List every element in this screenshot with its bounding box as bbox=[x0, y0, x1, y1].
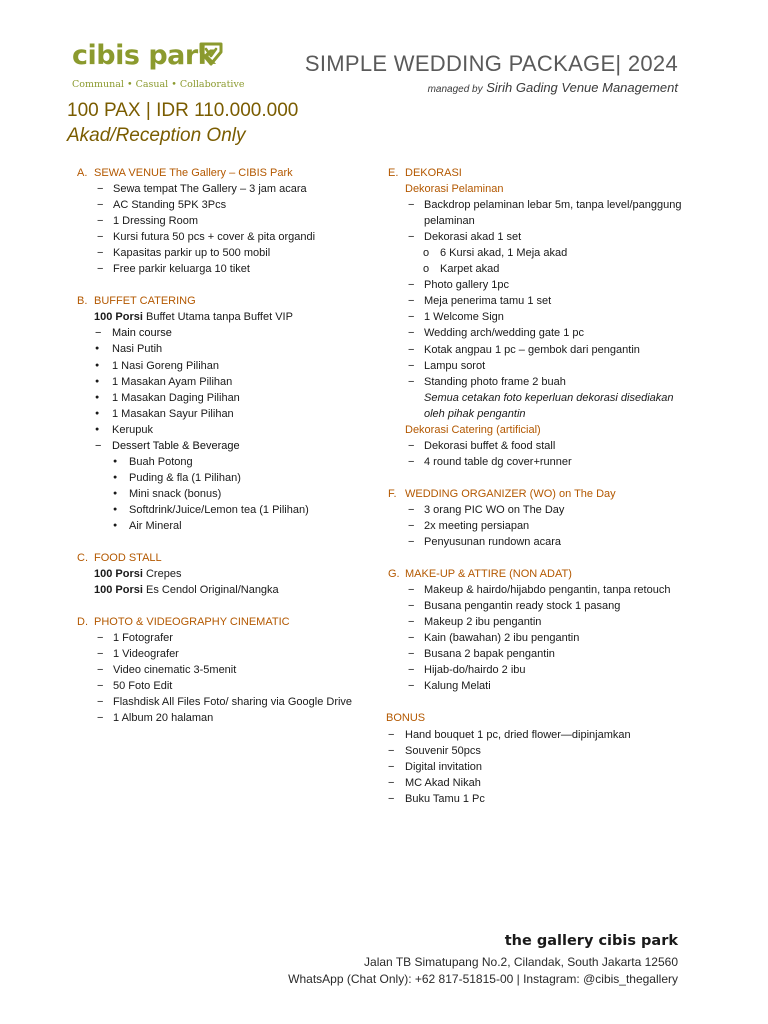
section-letter: G. bbox=[388, 568, 400, 581]
managed-prefix: managed by bbox=[427, 84, 483, 95]
list-item: − Lampu sorot bbox=[388, 358, 698, 374]
subsection-heading: Dekorasi Catering (artificial) bbox=[405, 423, 541, 436]
list-item: ● 1 Nasi Goreng Pilihan bbox=[77, 358, 367, 374]
section-title: DEKORASI bbox=[405, 167, 462, 179]
section-letter: F. bbox=[388, 487, 397, 500]
list-item: ● Buah Potong bbox=[77, 454, 367, 470]
list-item: − 4 round table dg cover+runner bbox=[388, 454, 698, 470]
package-type: Akad/Reception Only bbox=[67, 125, 246, 146]
dessert-heading: − Dessert Table & Beverage bbox=[77, 438, 367, 454]
porsi-line bbox=[77, 582, 367, 598]
subsection-heading: Dekorasi Pelaminan bbox=[405, 183, 504, 196]
list-item: − 2x meeting persiapan bbox=[388, 518, 698, 534]
list-item: ● Mini snack (bonus) bbox=[77, 486, 367, 502]
list-item: − 1 Fotografer bbox=[77, 630, 367, 646]
list-item: − 1 Album 20 halaman bbox=[77, 710, 367, 726]
list-item: ● Kerupuk bbox=[77, 422, 367, 438]
main-course-heading: − Main course bbox=[77, 325, 367, 341]
list-item: − Sewa tempat The Gallery – 3 jam acara bbox=[77, 181, 367, 197]
porsi-count: 100 Porsi bbox=[94, 584, 143, 597]
porsi-desc: Es Cendol Original/Nangka bbox=[145, 584, 279, 597]
list-item: ● 1 Masakan Daging Pilihan bbox=[77, 390, 367, 406]
footer-address: Jalan TB Simatupang No.2, Cilandak, South Jakarta 12560 bbox=[364, 955, 678, 969]
list-item: − Penyusunan rundown acara bbox=[388, 534, 698, 550]
decor-note: Semua cetakan foto keperluan dekorasi disediakan oleh pihak pengantin bbox=[424, 391, 674, 420]
list-item: − Free parkir keluarga 10 tiket bbox=[77, 261, 367, 277]
list-item: ● 1 Masakan Sayur Pilihan bbox=[77, 406, 367, 422]
list-item: o 6 Kursi akad, 1 Meja akad bbox=[388, 245, 698, 261]
list-item: − Dekorasi buffet & food stall bbox=[388, 438, 698, 454]
list-item: − Digital invitation bbox=[388, 759, 698, 775]
list-item: − 1 Welcome Sign bbox=[388, 309, 698, 325]
section-title: MAKE-UP & ATTIRE (NON ADAT) bbox=[405, 568, 572, 581]
section-f-heading bbox=[388, 486, 698, 502]
list-item: − MC Akad Nikah bbox=[388, 775, 698, 791]
list-item: − AC Standing 5PK 3Pcs bbox=[77, 197, 367, 213]
list-item: − Meja penerima tamu 1 set bbox=[388, 293, 698, 309]
section-d-heading bbox=[77, 614, 367, 630]
list-item: − Kalung Melati bbox=[388, 678, 698, 694]
section-c-heading bbox=[77, 550, 367, 566]
list-item: − Souvenir 50pcs bbox=[388, 743, 698, 759]
section-letter: D. bbox=[77, 616, 88, 629]
logo-tagline: Communal • Casual • Collaborative bbox=[72, 79, 245, 90]
shield-v-logo-icon bbox=[199, 41, 223, 67]
list-item: − Hijab-do/hairdo 2 ibu bbox=[388, 662, 698, 678]
porsi-desc: Buffet Utama tanpa Buffet VIP bbox=[145, 311, 293, 324]
logo-wordmark: cibis park bbox=[72, 40, 216, 71]
list-item: − Kursi futura 50 pcs + cover & pita organdi bbox=[77, 229, 367, 245]
section-title: FOOD STALL bbox=[94, 552, 162, 565]
list-item: ● 1 Masakan Ayam Pilihan bbox=[77, 374, 367, 390]
list-item: o Karpet akad bbox=[388, 261, 698, 277]
porsi-desc: Crepes bbox=[145, 568, 182, 581]
section-title: PHOTO & VIDEOGRAPHY CINEMATIC bbox=[94, 616, 290, 629]
porsi-line bbox=[77, 566, 367, 582]
list-item: − Flashdisk All Files Foto/ sharing via Google Drive bbox=[77, 694, 367, 710]
section-title: SEWA VENUE The Gallery – CIBIS Park bbox=[94, 167, 293, 179]
list-item: ● Nasi Putih bbox=[77, 341, 367, 357]
list-item: − Photo gallery 1pc bbox=[388, 277, 698, 293]
porsi-count: 100 Porsi bbox=[94, 568, 143, 581]
list-item: − Kain (bawahan) 2 ibu pengantin bbox=[388, 630, 698, 646]
section-title: WEDDING ORGANIZER (WO) on The Day bbox=[405, 487, 616, 500]
section-a-heading bbox=[77, 165, 367, 181]
list-item: ● Softdrink/Juice/Lemon tea (1 Pilihan) bbox=[77, 502, 367, 518]
right-column bbox=[388, 165, 698, 807]
package-price: 100 PAX | IDR 110.000.000 bbox=[67, 100, 299, 121]
section-g-heading bbox=[388, 566, 698, 582]
list-item: − Busana 2 bapak pengantin bbox=[388, 646, 698, 662]
porsi-line bbox=[77, 309, 367, 325]
bonus-heading: BONUS bbox=[386, 712, 426, 725]
section-b-heading bbox=[77, 293, 367, 309]
list-item: − Backdrop pelaminan lebar 5m, tanpa level/panggung pelaminan bbox=[388, 197, 698, 229]
list-item: − Kapasitas parkir up to 500 mobil bbox=[77, 245, 367, 261]
section-letter: C. bbox=[77, 552, 88, 565]
page-title: SIMPLE WEDDING PACKAGE| 2024 bbox=[304, 51, 678, 76]
list-item: − 3 orang PIC WO on The Day bbox=[388, 502, 698, 518]
list-item: − Hand bouquet 1 pc, dried flower—dipinjamkan bbox=[388, 727, 698, 743]
list-item: − 1 Dressing Room bbox=[77, 213, 367, 229]
list-item: − Makeup 2 ibu pengantin bbox=[388, 614, 698, 630]
list-item: − 50 Foto Edit bbox=[77, 678, 367, 694]
list-item: − Wedding arch/wedding gate 1 pc bbox=[388, 325, 698, 341]
section-letter: A. bbox=[77, 167, 88, 179]
list-item: − Dekorasi akad 1 set bbox=[388, 229, 698, 245]
list-item: − Makeup & hairdo/hijabdo pengantin, tanpa retouch bbox=[388, 582, 698, 598]
list-item: − Busana pengantin ready stock 1 pasang bbox=[388, 598, 698, 614]
list-item: − 1 Videografer bbox=[77, 646, 367, 662]
list-item: − Buku Tamu 1 Pc bbox=[388, 791, 698, 807]
section-title: BUFFET CATERING bbox=[94, 295, 196, 308]
managed-by bbox=[428, 80, 678, 95]
section-letter: B. bbox=[77, 295, 88, 308]
porsi-count: 100 Porsi bbox=[94, 311, 143, 324]
list-item: − Kotak angpau 1 pc – gembok dari pengantin bbox=[388, 342, 698, 358]
list-item: ● Air Mineral bbox=[77, 518, 367, 534]
footer-contact: WhatsApp (Chat Only): +62 817-51815-00 | Instagram: @cibis_thegallery bbox=[288, 972, 678, 986]
list-item: − Standing photo frame 2 buah bbox=[388, 374, 698, 390]
list-item: ● Puding & fla (1 Pilihan) bbox=[77, 470, 367, 486]
left-column bbox=[77, 165, 367, 727]
section-letter: E. bbox=[388, 167, 399, 179]
footer-venue-name: the gallery cibis park bbox=[504, 933, 678, 949]
list-item: − Video cinematic 3-5menit bbox=[77, 662, 367, 678]
section-e-heading bbox=[388, 165, 698, 181]
managed-name: Sirih Gading Venue Management bbox=[486, 80, 678, 95]
